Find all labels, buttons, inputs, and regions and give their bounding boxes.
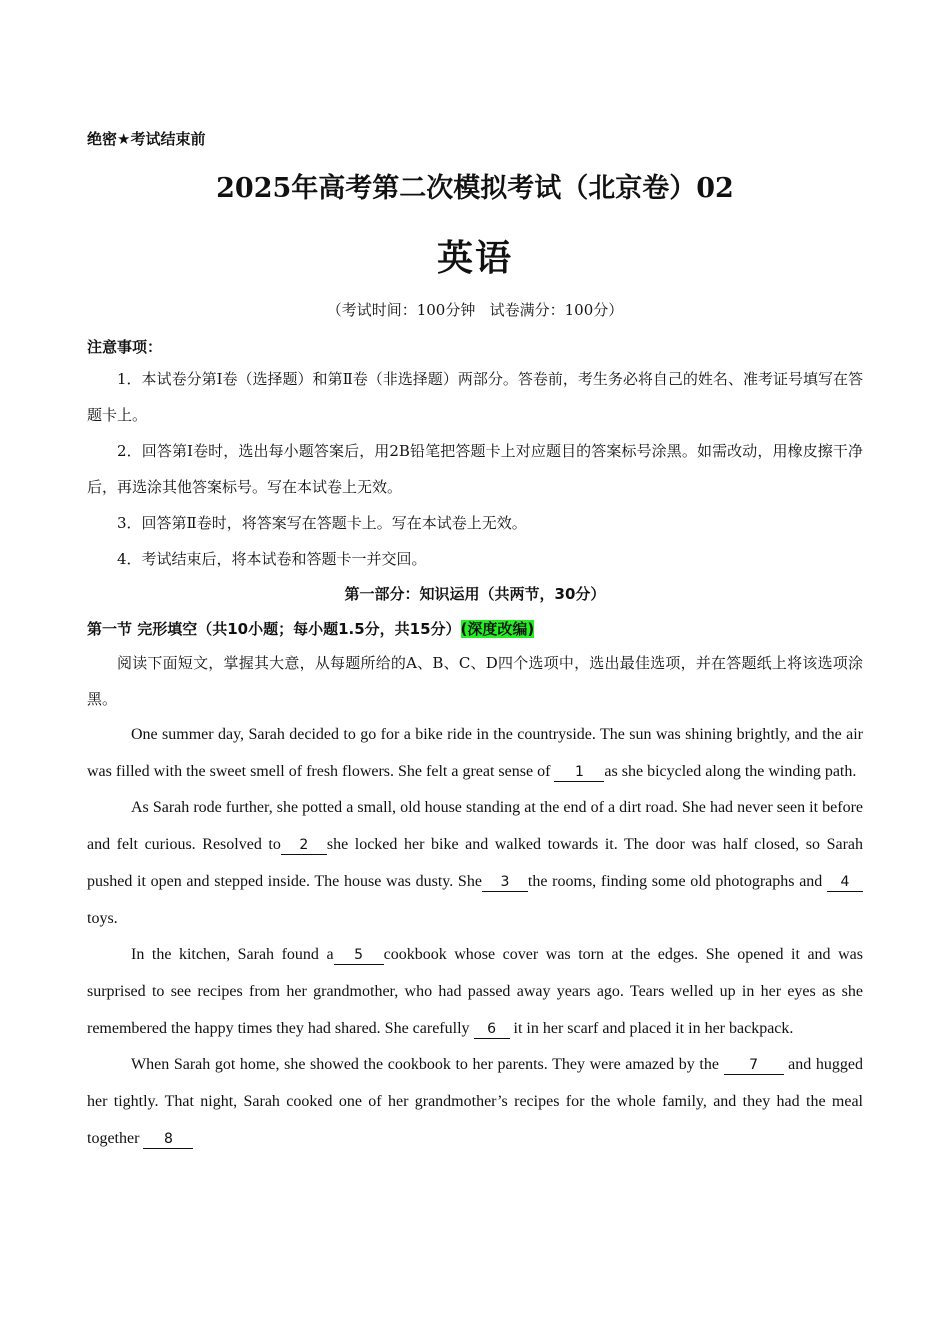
cloze-instructions-block xyxy=(87,645,863,717)
confidential-label: 绝密★考试结束前 xyxy=(87,130,206,148)
passage-text: it in her scarf and placed it in her backpack. xyxy=(509,1020,794,1038)
cloze-section-title: 第一节 完形填空（共10小题；每小题1.5分，共15分） xyxy=(87,620,461,638)
passage-text: the rooms, finding some old photographs and xyxy=(527,873,827,891)
notices-heading: 注意事项： xyxy=(87,338,163,356)
passage-text: toys. xyxy=(87,910,118,928)
exam-title: 2025年高考第二次模拟考试（北京卷）02 xyxy=(216,173,734,204)
passage-paragraph-4 xyxy=(87,1046,863,1158)
blank-7: 7 xyxy=(724,1056,784,1075)
notice-item: 4．考试结束后，将本试卷和答题卡一并交回。 xyxy=(117,550,427,568)
passage-paragraph-1 xyxy=(87,716,863,791)
passage-text: One summer day, Sarah decided to go for a bike ride in the countryside. The sun was shining brightly, and the air was filled with the sweet smell of fresh flowers. She felt a great sense of xyxy=(87,726,863,781)
part-one-heading: 第一部分：知识运用（共两节，30分） xyxy=(344,585,606,603)
blank-6: 6 xyxy=(474,1020,510,1039)
blank-1: 1 xyxy=(554,763,604,782)
subject-title: 英语 xyxy=(436,238,513,279)
exam-time-and-score: （考试时间：100分钟 试卷满分：100分） xyxy=(326,301,624,319)
passage-paragraph-3 xyxy=(87,936,863,1048)
passage-text: she locked her bike and walked towards it. The door was half closed, so Sarah pushed it open and stepped inside. The house was dusty. She xyxy=(87,835,863,891)
blank-8: 8 xyxy=(143,1130,193,1149)
blank-3: 3 xyxy=(482,873,528,892)
passage-paragraph-2 xyxy=(87,789,863,938)
notice-item: 1．本试卷分第Ⅰ卷（选择题）和第Ⅱ卷（非选择题）两部分。答卷前，考生务必将自己的姓名、准考证号填写在答题卡上。 xyxy=(87,370,863,424)
passage-text: When Sarah got home, she showed the cookbook to her parents. They were amazed by the xyxy=(131,1055,724,1073)
section-tag-highlight: (深度改编) xyxy=(460,620,535,638)
cloze-section-heading xyxy=(87,618,534,639)
cloze-passage xyxy=(87,716,863,1156)
passage-text: as she bicycled along the winding path. xyxy=(604,763,857,781)
notices-list xyxy=(87,361,863,577)
blank-4: 4 xyxy=(827,873,863,892)
passage-text: cookbook whose cover was torn at the edges. She opened it and was surprised to see recipes from her grandmother, who had passed away years ago. Tears welled up in her eyes as she remembered the happy times they had shared. She carefully xyxy=(87,945,863,1038)
blank-5: 5 xyxy=(334,946,384,965)
notice-item: 2．回答第Ⅰ卷时，选出每小题答案后，用2B铅笔把答题卡上对应题目的答案标号涂黑。如需改动，用橡皮擦干净后，再选涂其他答案标号。写在本试卷上无效。 xyxy=(87,442,863,496)
passage-text: In the kitchen, Sarah found a xyxy=(131,945,334,963)
blank-2: 2 xyxy=(281,836,327,855)
passage-text: and hugged her tightly. That night, Sarah cooked one of her grandmother’s recipes for the whole family, and they had the meal together xyxy=(87,1055,864,1148)
notice-item: 3．回答第Ⅱ卷时，将答案写在答题卡上。写在本试卷上无效。 xyxy=(117,514,527,532)
cloze-instructions: 阅读下面短文，掌握其大意，从每题所给的A、B、C、D四个选项中，选出最佳选项，并在答题纸上将该选项涂黑。 xyxy=(87,654,863,708)
passage-text: As Sarah rode further, she potted a small, old house standing at the end of a dirt road. She had never seen it before and felt curious. Resolved to xyxy=(87,798,863,853)
